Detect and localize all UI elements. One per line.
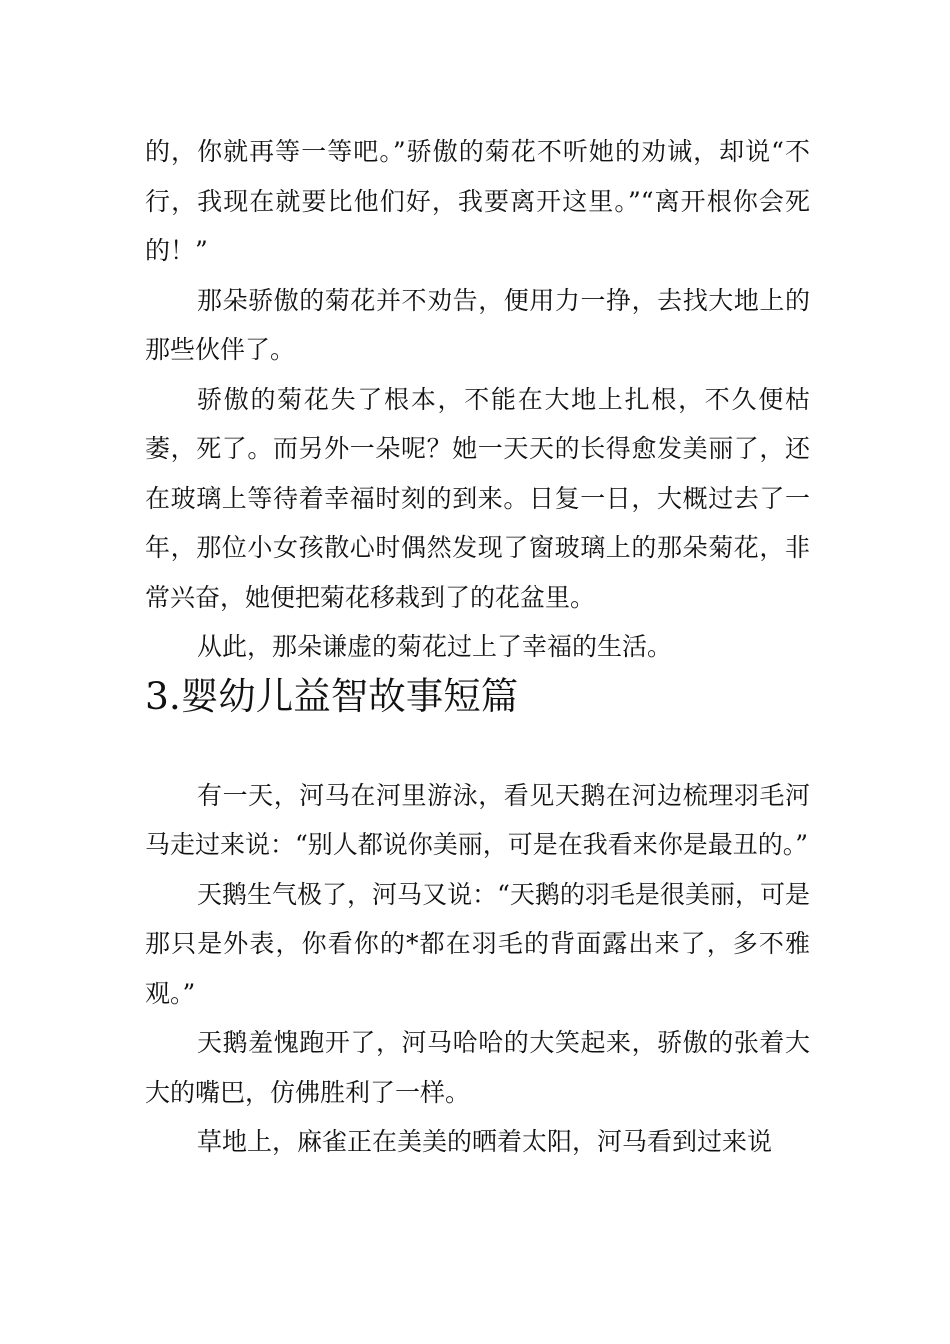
paragraph-2: 那朵骄傲的菊花并不劝告，便用力一挣，去找大地上的那些伙伴了。: [145, 285, 810, 364]
paragraph-1: 的，你就再等一等吧。”骄傲的菊花不听她的劝诫，却说“不行，我现在就要比他们好，我要离开这里。”“离开根你会死的！”: [145, 137, 810, 265]
blank-line: [145, 721, 810, 771]
paragraph-4: 从此，那朵谦虚的菊花过上了幸福的生活。: [197, 632, 673, 661]
section-heading: 3.婴幼儿益智故事短篇: [145, 673, 519, 718]
story-paragraph-4: 草地上，麻雀正在美美的晒着太阳，河马看到过来说: [197, 1127, 773, 1156]
story-paragraph-3: 天鹅羞愧跑开了，河马哈哈的大笑起来，骄傲的张着大大的嘴巴，仿佛胜利了一样。: [145, 1028, 810, 1107]
story-paragraph-2: 天鹅生气极了，河马又说：“天鹅的羽毛是很美丽，可是那只是外表，你看你的*都在羽毛的背面露出来了，多不雅观。”: [145, 879, 810, 1008]
document-body: [145, 127, 810, 1167]
paragraph-3: 骄傲的菊花失了根本，不能在大地上扎根，不久便枯萎，死了。而另外一朵呢？她一天天的长得愈发美丽了，还在玻璃上等待着幸福时刻的到来。日复一日，大概过去了一年，那位小女孩散心时偶然发现了窗玻璃上的那朵菊花，非常兴奋，她便把菊花移栽到了的花盆里。: [145, 384, 810, 612]
story-paragraph-1: 有一天，河马在河里游泳，看见天鹅在河边梳理羽毛河马走过来说：“别人都说你美丽，可是在我看来你是最丑的。”: [145, 780, 810, 859]
